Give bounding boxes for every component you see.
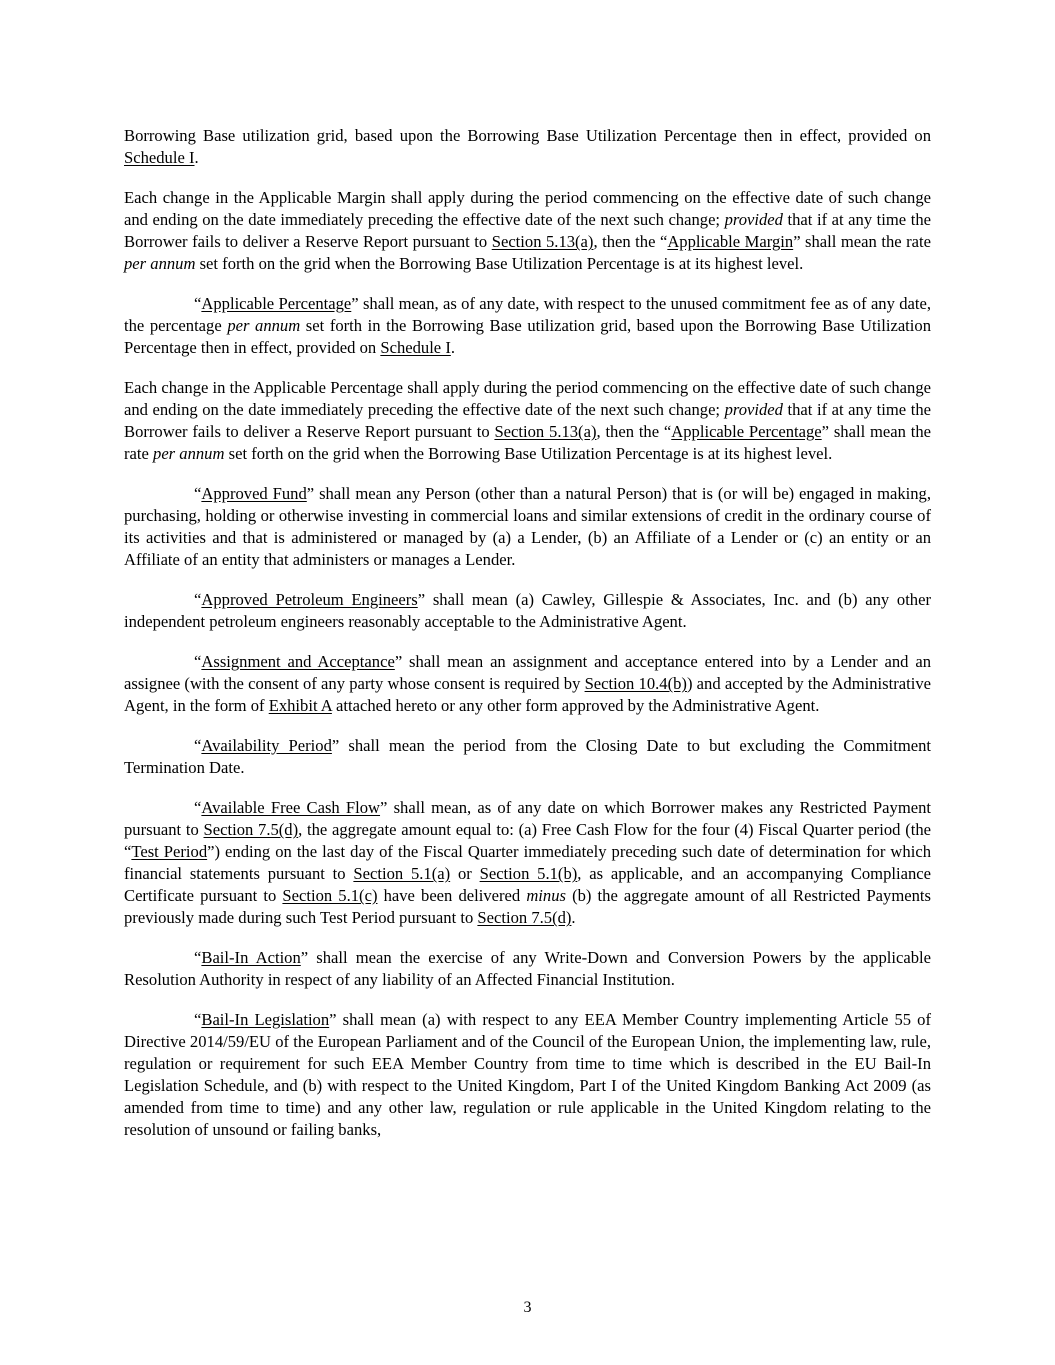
body-text: “: [194, 590, 202, 609]
body-text: Each change in the Applicable Percentage shall apply during the period commencing on the effective date of such change and ending on the date immediately preceding the effective date of the next such change;: [124, 378, 931, 419]
body-text: attached hereto or any other form approved by the Administrative Agent.: [331, 696, 820, 715]
defined-term-reference: Applicable Percentage: [671, 422, 822, 441]
italic-text: provided: [724, 210, 783, 229]
paragraph-bail-in-legislation-definition: [124, 1009, 931, 1141]
body-text: ” shall mean (a) Cawley, Gillespie & Associates, Inc. and (b) any other independent petroleum engineers reasonably acceptable to the Administrative Agent.: [124, 590, 931, 631]
paragraph-applicable-percentage-definition: [124, 293, 931, 359]
page-number: 3: [523, 1299, 532, 1316]
body-text: “: [194, 294, 202, 313]
body-text: ” shall mean, as of any date on which Borrower makes any Restricted Payment pursuant to: [124, 798, 932, 839]
defined-term-reference: Section 7.5(d): [203, 820, 299, 839]
body-text: , then the “: [596, 422, 672, 441]
body-text: “: [194, 948, 202, 967]
italic-text: per annum: [153, 444, 225, 463]
paragraph-availability-period-definition: [124, 735, 931, 779]
body-text: “: [194, 798, 202, 817]
defined-term-reference: Section 5.13(a): [491, 232, 594, 251]
body-text: ” shall mean any Person (other than a natural Person) that is (or will be) engaged in making, purchasing, holding or otherwise investing in commercial loans and similar extensions of credit in the ordinary course of its activities and that is administered or managed by (a) a Lender, (b) an Affiliate of a Lender or (c) an entity or an Affiliate of an entity that administers or manages a Lender.: [124, 484, 931, 569]
defined-term-reference: Approved Fund: [201, 484, 307, 503]
paragraph-approved-petroleum-engineers-definition: [124, 589, 931, 633]
defined-term-reference: Bail-In Legislation: [201, 1010, 330, 1029]
defined-term-reference: Section 5.1(a): [353, 864, 451, 883]
body-text: .: [194, 148, 199, 167]
defined-term-reference: Schedule I: [124, 148, 195, 167]
defined-term-reference: Section 5.13(a): [494, 422, 597, 441]
defined-term-reference: Availability Period: [201, 736, 332, 755]
paragraph-applicable-margin-change: [124, 187, 931, 275]
body-text: (b) the aggregate amount of all Restricted Payments previously made during such Test Period pursuant to: [124, 886, 931, 927]
defined-term-reference: Schedule I: [380, 338, 451, 357]
defined-term-reference: Approved Petroleum Engineers: [201, 590, 418, 609]
defined-term-reference: Section 7.5(d): [477, 908, 572, 927]
defined-term-reference: Exhibit A: [268, 696, 332, 715]
paragraph-available-free-cash-flow-definition: [124, 797, 931, 929]
body-text: .: [571, 908, 576, 927]
body-text: ” shall mean an assignment and acceptance entered into by a Lender and an assignee (with the consent of any party whose consent is required by: [124, 652, 931, 693]
body-text: , the aggregate amount equal to: (a) Free Cash Flow for the four (4) Fiscal Quarter period (the “: [124, 820, 931, 861]
italic-text: minus: [526, 886, 566, 905]
body-text: set forth in the Borrowing Base utilization grid, based upon the Borrowing Base Utilization Percentage then in effect, provided on: [124, 316, 931, 357]
paragraph-schedule-i-continuation: [124, 125, 931, 169]
body-text: .: [450, 338, 455, 357]
body-text: that if at any time the Borrower fails to deliver a Reserve Report pursuant to: [124, 400, 932, 441]
paragraph-bail-in-action-definition: [124, 947, 931, 991]
defined-term-reference: Test Period: [131, 842, 208, 861]
body-text: have been delivered: [377, 886, 527, 905]
body-text: “: [194, 736, 202, 755]
body-text: “: [194, 1010, 202, 1029]
defined-term-reference: Applicable Margin: [667, 232, 794, 251]
body-text: , as applicable, and an accompanying Compliance Certificate pursuant to: [124, 864, 931, 905]
italic-text: per annum: [227, 316, 301, 335]
defined-term-reference: Assignment and Acceptance: [201, 652, 395, 671]
defined-term-reference: Section 10.4(b): [584, 674, 687, 693]
defined-term-reference: Applicable Percentage: [201, 294, 352, 313]
paragraph-applicable-percentage-change: [124, 377, 931, 465]
body-text: ” shall mean the rate: [793, 232, 931, 251]
body-text: ) and accepted by the Administrative Agent, in the form of: [124, 674, 931, 715]
body-text: ” shall mean the period from the Closing Date to but excluding the Commitment Termination Date.: [124, 736, 931, 777]
defined-term-reference: Section 5.1(c): [282, 886, 378, 905]
body-text: ” shall mean, as of any date, with respect to the unused commitment fee as of any date, the percentage: [124, 294, 931, 335]
paragraph-approved-fund-definition: [124, 483, 931, 571]
body-text: ” shall mean (a) with respect to any EEA Member Country implementing Article 55 of Directive 2014/59/EU of the European Parliament and of the Council of the European Union, the implementing law, rule, regulation or requirement for such EEA Member Country from time to time which is described in the EU Bail-In Legislation Schedule, and (b) with respect to the United Kingdom, Part I of the United Kingdom Banking Act 2009 (as amended from time to time) and any other law, regulation or rule applicable in the United Kingdom relating to the resolution of unsound or failing banks,: [124, 1010, 931, 1139]
body-text: “: [194, 484, 202, 503]
body-text: “: [194, 652, 202, 671]
body-text: set forth on the grid when the Borrowing Base Utilization Percentage is at its highest level.: [195, 254, 804, 273]
body-text: that if at any time the Borrower fails to deliver a Reserve Report pursuant to: [124, 210, 932, 251]
italic-text: per annum: [124, 254, 196, 273]
body-text: set forth on the grid when the Borrowing Base Utilization Percentage is at its highest level.: [224, 444, 833, 463]
body-text: Borrowing Base utilization grid, based upon the Borrowing Base Utilization Percentage then in effect, provided on: [124, 126, 931, 145]
document-body: [124, 125, 931, 1159]
defined-term-reference: Available Free Cash Flow: [201, 798, 381, 817]
body-text: ”) ending on the last day of the Fiscal Quarter immediately preceding such date of determination for which financial statements pursuant to: [124, 842, 931, 883]
body-text: ” shall mean the exercise of any Write-Down and Conversion Powers by the applicable Resolution Authority in respect of any liability of an Affected Financial Institution.: [124, 948, 931, 989]
body-text: , then the “: [593, 232, 668, 251]
italic-text: provided: [724, 400, 783, 419]
paragraph-assignment-and-acceptance-definition: [124, 651, 931, 717]
defined-term-reference: Bail-In Action: [201, 948, 301, 967]
defined-term-reference: Section 5.1(b): [479, 864, 578, 883]
body-text: ” shall mean the rate: [124, 422, 932, 463]
body-text: or: [450, 864, 480, 883]
body-text: Each change in the Applicable Margin shall apply during the period commencing on the effective date of such change and ending on the date immediately preceding the effective date of the next such change;: [124, 188, 931, 229]
